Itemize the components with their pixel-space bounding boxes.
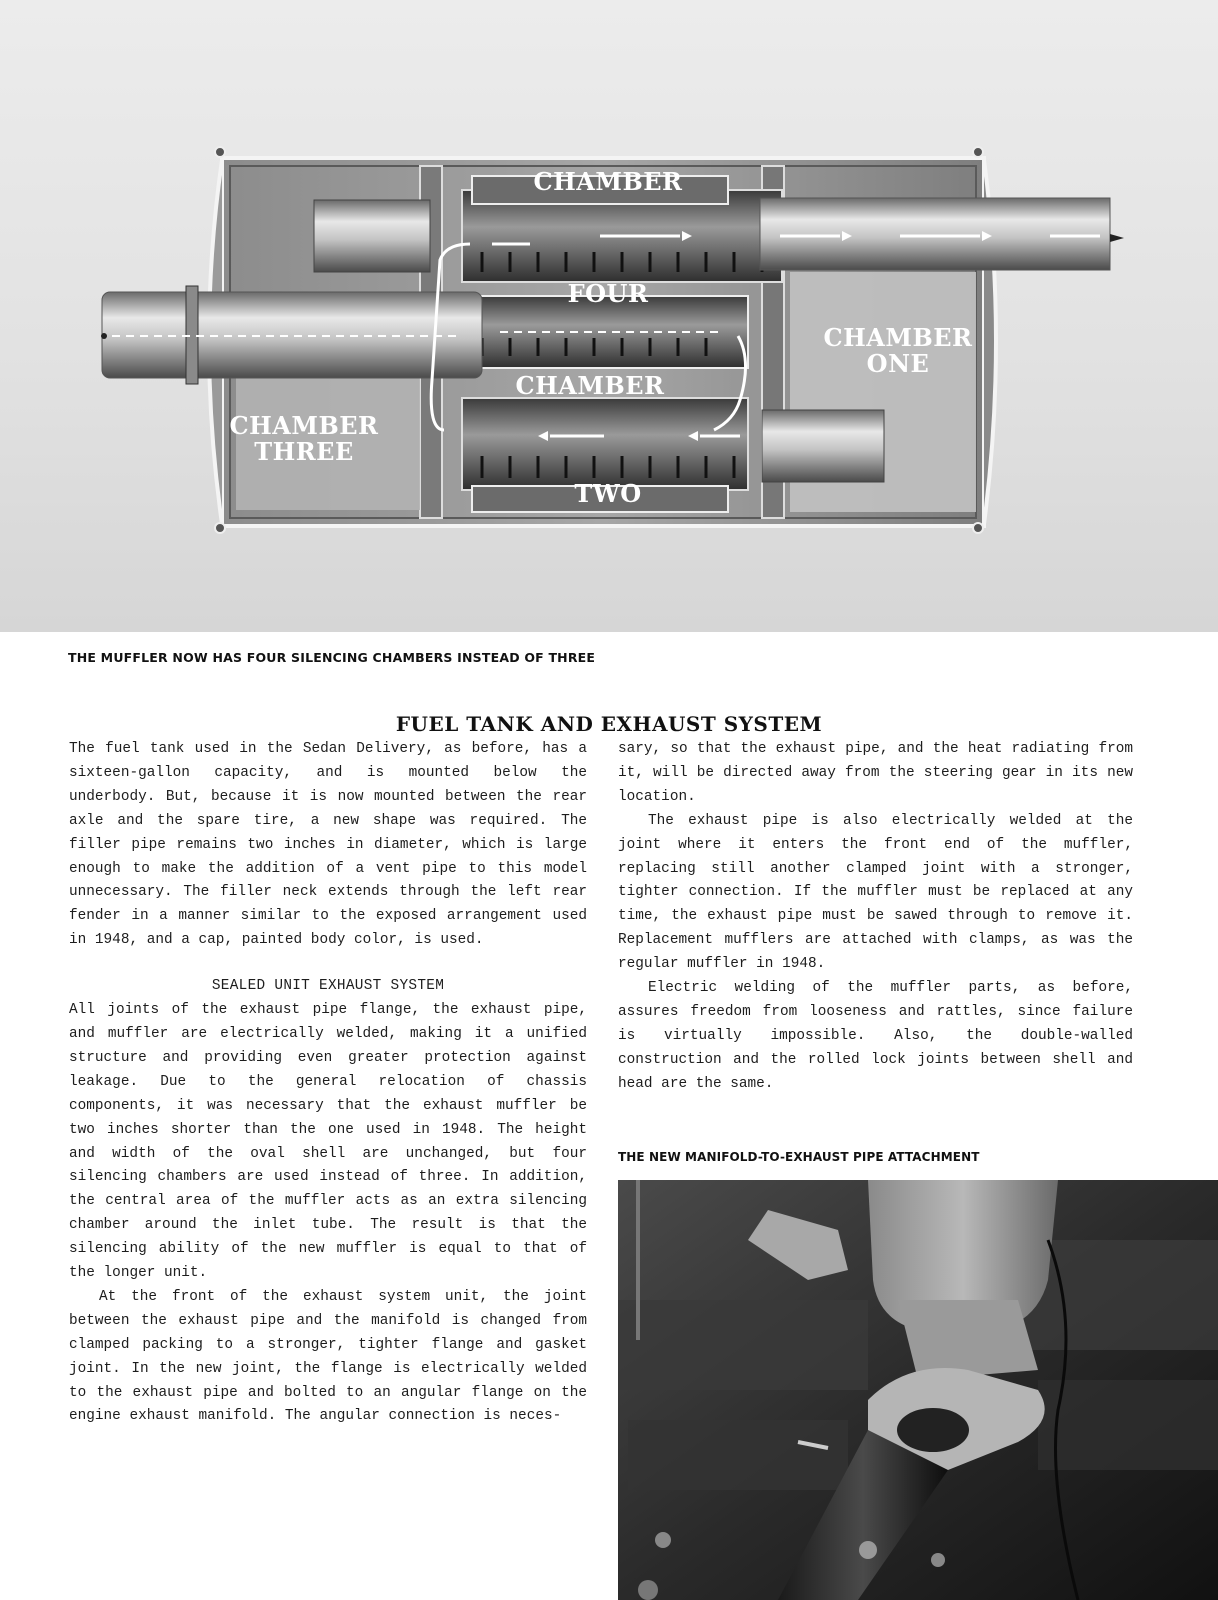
section-heading: FUEL TANK AND EXHAUST SYSTEM (395, 712, 823, 736)
left-paragraph-2: All joints of the exhaust pipe flange, the exhaust pipe, and muffler are electrically welded, making it a unified structure and providing even greater protection against leakage. Due to the general relocation of chassis components, it was necessary that the exhaust muffler be two inches shorter than the one used in 1948. The height and width of the oval shell are unchanged, but four silencing chambers are used instead of three. In addition, the central area of the muffler acts as an extra silencing chamber around the inlet tube. The result is that the silencing ability of the new muffler is equal to that of the longer unit. (69, 1002, 587, 1282)
label-two: TWO (574, 479, 642, 508)
label-chamber-mid: CHAMBER (515, 371, 665, 400)
manifold-attachment-photo (618, 1180, 1218, 1600)
label-chamber-three-line1: CHAMBER (229, 411, 379, 440)
left-paragraph-3: At the front of the exhaust system unit, the joint between the exhaust pipe and the manifold is changed from clamped packing to a stronger, tighter flange and gasket joint. In the new joint, the flange is electrically welded to the exhaust pipe and bolted to an angular flange on the engine exhaust manifold. The angular connection is neces- (69, 1288, 587, 1425)
right-paragraph-1: sary, so that the exhaust pipe, and the heat radiating from it, will be directed away from the steering gear in its new location. (618, 741, 1133, 805)
stub-pipe-lower (762, 410, 884, 482)
left-text-column (69, 738, 587, 1429)
label-chamber-three-line2: THREE (254, 437, 354, 466)
stub-pipe-upper (314, 200, 430, 272)
label-four: FOUR (567, 279, 649, 308)
sealed-unit-subheading: SEALED UNIT EXHAUST SYSTEM (211, 978, 445, 995)
manifold-photo-svg (618, 1180, 1218, 1600)
right-paragraph-3: Electric welding of the muffler parts, as before, assures freedom from looseness and rattles, since failure is virtually impossible. Also, the double-walled construction and the rolled lock joints between shell and head are the same. (618, 980, 1133, 1092)
top-figure-caption: THE MUFFLER NOW HAS FOUR SILENCING CHAMBERS INSTEAD OF THREE (68, 650, 596, 665)
right-text-column (618, 738, 1133, 1097)
label-chamber-one-line1: CHAMBER (823, 323, 973, 352)
muffler-cutaway-svg (0, 0, 1218, 632)
label-chamber-one-line2: ONE (866, 349, 930, 378)
outlet-pipe (760, 198, 1124, 270)
photo-caption: THE NEW MANIFOLD-TO-EXHAUST PIPE ATTACHMENT (618, 1150, 980, 1164)
left-paragraph-1: The fuel tank used in the Sedan Delivery, as before, has a sixteen-gallon capacity, and is mounted below the underbody. But, because it is now mounted between the rear axle and the spare tire, a new shape was required. The filler pipe remains two inches in diameter, which is large enough to make the addition of a vent pipe to this model unnecessary. The filler neck extends through the left rear fender in a manner similar to the exposed arrangement used in 1948, and a cap, painted body color, is used. (69, 741, 587, 949)
right-paragraph-2: The exhaust pipe is also electrically welded at the joint where it enters the front end of the muffler, replacing still another clamped joint with a stronger, tighter connection. If the muffler must be replaced at any time, the exhaust pipe must be sawed through to remove it. Replacement mufflers are attached with clamps, as was the regular muffler in 1948. (618, 812, 1133, 973)
muffler-cutaway-illustration (0, 0, 1218, 632)
label-chamber-top: CHAMBER (533, 167, 683, 196)
